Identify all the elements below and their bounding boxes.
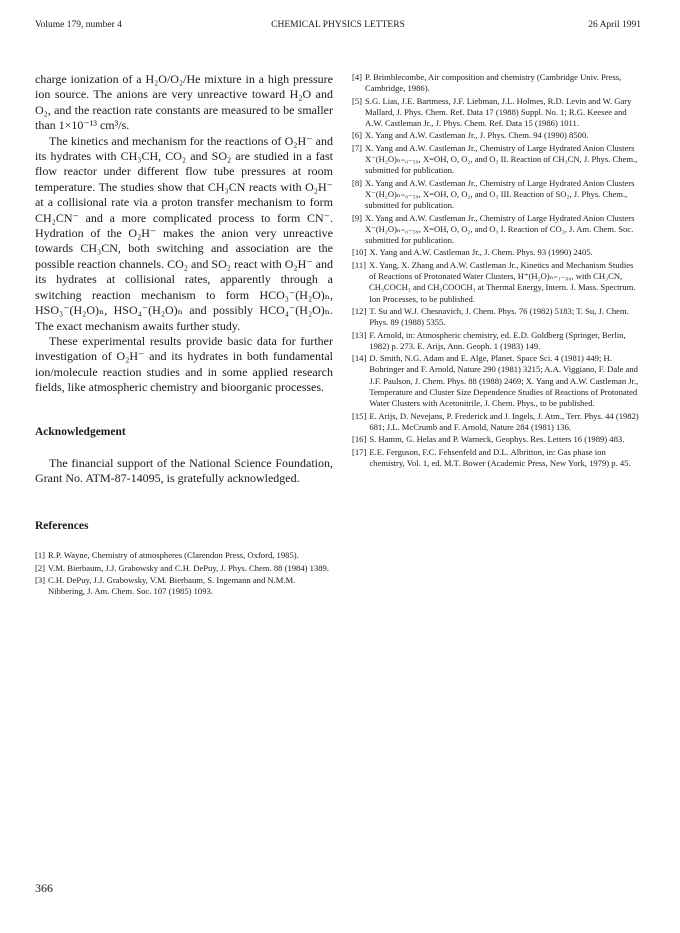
journal-title: CHEMICAL PHYSICS LETTERS — [271, 20, 405, 30]
body-paragraph: The kinetics and mechanism for the reactions of O₂H⁻ and its hydrates with CH₃CH, CO₂ and SO₂ are studied in a fast flow reactor under different flow tube pressures at room temperature. The studies show that CH₃CN reacts with O₂H⁻ at a collisional rate via a proton transfer mechanism to form CH₂CN⁻ and a more complicated process to form CN⁻. Hydration of the O₂H⁻ makes the anion very unreactive towards CH₃CN, both switching and association are the possible reaction channels. CO₂ and SO₂ react with O₂H⁻ and its hydrates at collisional rates, apparently through a switching reaction mechanism to form HCO₃⁻(H₂O)ₙ, HSO₃⁻(H₂O)ₙ, HSO₄⁻(H₂O)ₙ and possibly HCO₄⁻(H₂O)ₙ. The exact mechanism awaits further study. — [35, 133, 333, 333]
reference-item — [352, 96, 642, 130]
acknowledgement-heading: Acknowledgement — [35, 425, 126, 438]
body-paragraph: These experimental results provide basic data for further investigation of O₂H⁻ and its hydrates in both fundamental ion/molecule reaction studies and in some applied research fields, like atmospheric chemistry and bioorganic processes. — [35, 333, 333, 395]
reference-text: X. Yang and A.W. Castleman Jr., J. Chem. Phys. 93 (1990) 2405. — [369, 247, 593, 258]
reference-number: [1] — [35, 550, 46, 561]
reference-number: [2] — [35, 562, 46, 573]
reference-text: T. Su and W.J. Chesnavich, J. Chem. Phys. 76 (1982) 5183; T. Su, J. Chem. Phys. 89 (1988) 5355. — [369, 305, 629, 328]
reference-number: [9] — [352, 212, 363, 223]
reference-text: F. Arnold, in: Atmospheric chemistry, ed. E.D. Goldberg (Springer, Berlin, 1982) p. 273. E. Arijs, Ann. Geoph. 1 (1983) 149. — [369, 329, 626, 351]
reference-number: [16] — [352, 434, 367, 445]
references-heading: References — [35, 520, 89, 533]
reference-item — [35, 550, 333, 561]
reference-number: [15] — [352, 410, 367, 421]
right-column — [352, 72, 642, 470]
reference-list — [352, 72, 642, 469]
reference-item — [35, 563, 333, 574]
reference-item — [352, 306, 642, 329]
reference-number: [5] — [352, 95, 363, 106]
reference-number: [6] — [352, 130, 363, 141]
left-column — [35, 72, 333, 599]
reference-text: P. Brimblecombe, Air composition and chemistry (Cambridge Univ. Press, Cambridge, 1986). — [365, 72, 622, 94]
reference-item — [352, 411, 642, 434]
running-header — [35, 20, 641, 34]
reference-number: [11] — [352, 259, 366, 270]
reference-item — [352, 353, 642, 409]
reference-text: X. Yang and A.W. Castleman Jr., J. Phys. Chem. 94 (1990) 8500. — [365, 130, 589, 141]
reference-number: [4] — [352, 72, 363, 82]
reference-item — [352, 213, 642, 247]
reference-number: [8] — [352, 177, 363, 188]
reference-item — [352, 72, 642, 95]
reference-text: V.M. Bierbaum, J.J. Grabowsky and C.H. DePuy, J. Phys. Chem. 88 (1984) 1389. — [48, 562, 329, 573]
reference-text: X. Yang and A.W. Castleman Jr., Chemistry of Large Hydrated Anion Clusters X⁻(H₂O)ₙ₌₀₋₅₉, X=OH, O, O₂, and O₃ III. Reaction of SO₂, J. Phys. Chem., submitted for publication. — [365, 177, 635, 211]
issue-date: 26 April 1991 — [588, 20, 641, 30]
reference-text: X. Yang and A.W. Castleman Jr., Chemistry of Large Hydrated Anion Clusters X⁻(H₂O)ₙ₌₀₋₅₉, X=OH, O, O₂, and O₃ II. Reaction of CH₃CN, J. Phys. Chem., submitted for publication. — [365, 142, 638, 176]
reference-text: R.P. Wayne, Chemistry of atmospheres (Clarendon Press, Oxford, 1985). — [48, 550, 299, 561]
reference-number: [3] — [35, 574, 46, 585]
reference-number: [12] — [352, 305, 367, 316]
reference-text: X. Yang, X. Zhang and A.W. Castleman Jr., Kinetics and Mechanism Studies of Reactions of Protonated Water Clusters, H⁺(H₂O)ₙ₌₁₋₆₀, with CH₃CN, CH₃COCH₃ and CH₃COOCH₃ at Thermal Energy, Intern. J. Mass. Spectrum. Ion Processes, to be published. — [369, 259, 636, 304]
reference-item — [352, 143, 642, 177]
reference-number: [13] — [352, 329, 367, 340]
reference-item — [352, 178, 642, 212]
reference-number: [14] — [352, 353, 367, 364]
reference-text: C.H. DePuy, J.J. Grabowsky, V.M. Bierbaum, S. Ingemann and N.M.M. Nibbering, J. Am. Chem. Soc. 107 (1985) 1093. — [48, 574, 296, 597]
reference-text: D. Smith, N.G. Adam and E. Alge, Planet. Space Sci. 4 (1981) 449; H. Bohringer and F. Arnold, Nature 290 (1981) 3215; A.A. Viggiano, F. Dale and J.F. Paulson, J. Chem. Phys. 88 (1988) 2469; X. Yang and A.W. Castleman Jr., Temperature and Cluster Size Dependence Studies of Reactions of Protonated Water Clusters with Acetonitrile, J. Chem. Phys., to be published. — [369, 353, 639, 409]
reference-item — [352, 434, 642, 445]
reference-item — [352, 130, 642, 141]
reference-number: [17] — [352, 446, 367, 457]
reference-item — [352, 447, 642, 470]
reference-number: [7] — [352, 142, 363, 153]
acknowledgement-text: The financial support of the National Science Foundation, Grant No. ATM-87-14095, is gratefully acknowledged. — [35, 455, 333, 485]
reference-item — [35, 575, 333, 598]
reference-list — [35, 550, 333, 597]
body-paragraph: charge ionization of a H₂O/O₂/He mixture in a high pressure ion source. The anions are very unreactive toward H₂O and O₂, and the reaction rate constants are measured to be smaller than 1×10⁻¹³ cm³/s. — [35, 72, 333, 133]
reference-item — [352, 260, 642, 305]
reference-text: S. Hamm, G. Helas and P. Warneck, Geophys. Res. Letters 16 (1989) 483. — [369, 434, 625, 445]
reference-item — [352, 330, 642, 353]
reference-text: X. Yang and A.W. Castleman Jr., Chemistry of Large Hydrated Anion Clusters X⁻(H₂O)ₙ₌₀₋₅₉, X=OH, O, O₂, and O₃ I. Reaction of CO₂, J. Am. Chem. Soc. submitted for publication. — [365, 212, 635, 246]
page-number: 366 — [35, 881, 53, 895]
reference-text: E.E. Ferguson, F.C. Fehsenfeld and D.L. Albritton, in: Gas phase ion chemistry, Vol. 1, ed. M.T. Bower (Academic Press, New York, 1979) p. 45. — [369, 446, 631, 468]
volume-label: Volume 179, number 4 — [35, 20, 122, 30]
reference-text: E. Arijs, D. Nevejans, P. Frederick and J. Ingels, J. Atm., Terr. Phys. 44 (1982) 681; J.L. McCrumb and F. Arnold, Nature 284 (1981) 136. — [369, 410, 639, 432]
reference-item — [352, 247, 642, 258]
reference-number: [10] — [352, 247, 367, 258]
reference-text: S.G. Lias, J.E. Bartmess, J.F. Liebman, J.L. Holmes, R.D. Levin and W. Gary Mallard, J. Phys. Chem. Ref. Data 17 (1988) Suppl. No. 1; R.G. Keesee and A.W. Castleman Jr., J. Phys. Chem. Ref. Data 15 (1986) 1011. — [365, 95, 632, 129]
